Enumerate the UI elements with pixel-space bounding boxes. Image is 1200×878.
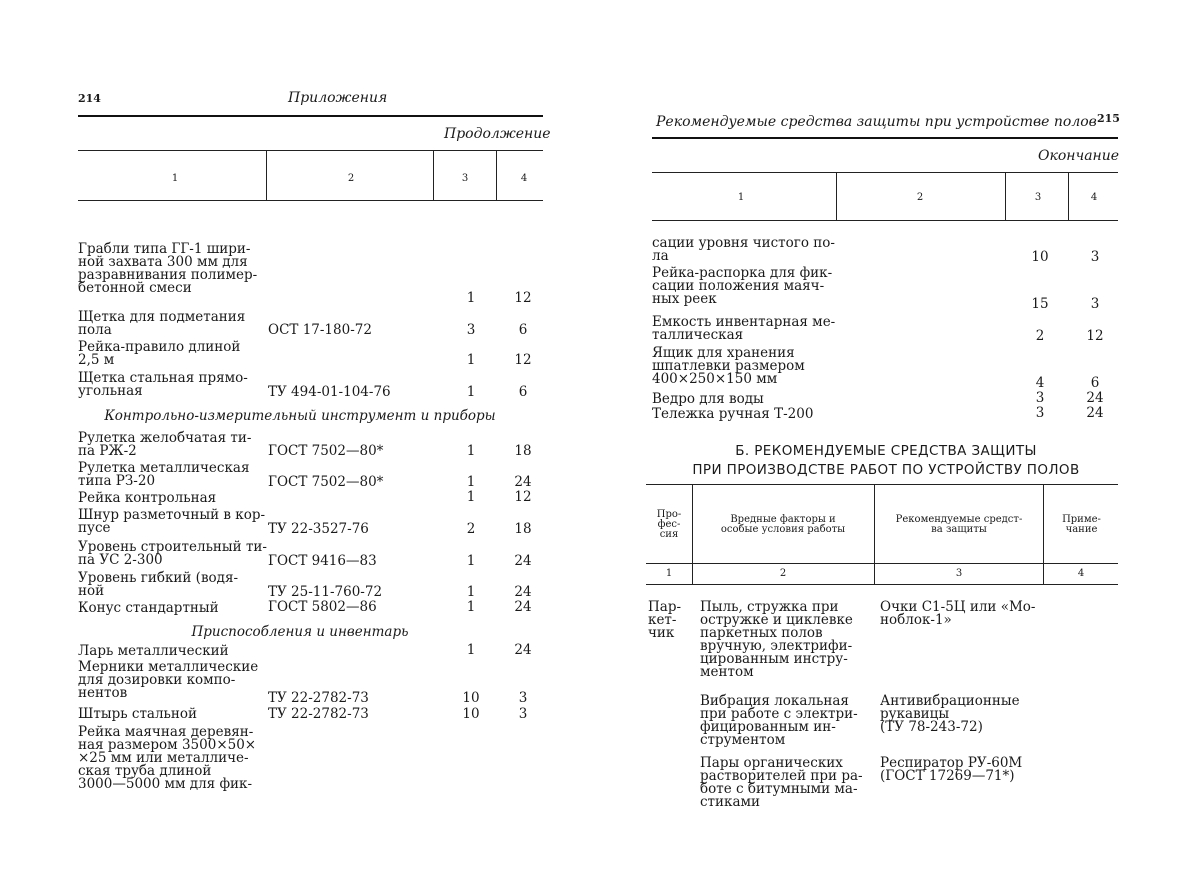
table-cell-period: 12: [514, 352, 532, 368]
table-header-rule: [78, 200, 543, 201]
table-cell-period: 12: [1086, 328, 1104, 344]
table-b-profession: Пар- кет- чик: [648, 599, 682, 641]
column-number: 3: [1034, 192, 1042, 203]
table-cell-qty: 1: [466, 599, 476, 615]
table-b-numbers-rule: [646, 584, 1118, 585]
col-divider: [496, 150, 497, 200]
table-cell-qty: 3: [466, 322, 476, 338]
table-cell-period: 24: [514, 599, 532, 615]
table-b-protection: Респиратор РУ-60М (ГОСТ 17269—71*): [880, 755, 1023, 784]
table-row-item: Ящик для хранения шпатлевки размером 400×250×150 мм: [652, 345, 805, 387]
table-cell-standard: ТУ 22-2782-73: [268, 706, 369, 722]
table-cell-qty: 3: [1035, 405, 1045, 421]
table-b-header-note: Приме- чание: [1062, 514, 1101, 535]
table-row-item: Шнур разметочный в кор- пусе: [78, 507, 266, 536]
table-b-factor: Пары органических растворителей при ра- боте с битумными ма- стиками: [700, 755, 863, 810]
column-number: 2: [347, 173, 355, 184]
table-cell-standard: ТУ 494-01-104-76: [268, 384, 391, 400]
col-divider: [1005, 172, 1006, 220]
column-number: 2: [916, 192, 924, 203]
table-cell-qty: 1: [466, 584, 476, 600]
table-cell-period: 6: [1090, 375, 1100, 391]
table-row-item: Щетка для подметания пола: [78, 309, 246, 338]
right-page: [600, 0, 1200, 878]
column-number: 4: [520, 173, 528, 184]
table-row-item: Ларь металлический: [78, 643, 229, 659]
table-row-item: Рулетка металлическая типа РЗ-20: [78, 460, 250, 489]
table-cell-standard: ГОСТ 5802—86: [268, 599, 377, 615]
table-cell-standard: ОСТ 17-180-72: [268, 322, 372, 338]
table-row-item: Ведро для воды: [652, 391, 764, 407]
table-b-header-profession: Про- фес- сия: [656, 509, 682, 540]
col-divider: [1068, 172, 1069, 220]
table-cell-period: 24: [1086, 405, 1104, 421]
table-cell-period: 3: [1090, 249, 1100, 265]
table-cell-qty: 1: [466, 290, 476, 306]
column-number: 3: [955, 568, 963, 579]
table-row-item: Мерники металлические для дозировки компо- нентов: [78, 659, 259, 701]
table-row-item: Щетка стальная прямо- угольная: [78, 370, 248, 399]
table-cell-qty: 1: [466, 553, 476, 569]
page-number: 215: [1097, 112, 1120, 125]
column-number: 3: [461, 173, 469, 184]
table-cell-period: 6: [518, 322, 528, 338]
table-cell-qty: 1: [466, 642, 476, 658]
table-row-item: Конус стандартный: [78, 600, 219, 616]
col-divider: [1043, 484, 1044, 584]
table-top-rule: [652, 172, 1118, 173]
table-cell-period: 18: [514, 443, 532, 459]
table-b-protection: Антивибрационные рукавицы (ТУ 78-243-72): [880, 693, 1020, 735]
table-cell-qty: 10: [1031, 249, 1049, 265]
table-cell-qty: 1: [466, 352, 476, 368]
header-rule: [652, 137, 1118, 139]
column-number: 4: [1090, 192, 1098, 203]
table-b-protection: Очки С1-5Ц или «Мо- ноблок-1»: [880, 599, 1036, 628]
table-cell-qty: 10: [462, 690, 480, 706]
table-cell-standard: ГОСТ 7502—80*: [268, 443, 384, 459]
table-cell-qty: 10: [462, 706, 480, 722]
section-b-subtitle: ПРИ ПРОИЗВОДСТВЕ РАБОТ ПО УСТРОЙСТВУ ПОЛОВ: [692, 462, 1080, 478]
continuation-label: Продолжение: [444, 126, 551, 142]
table-b-factor: Вибрация локальная при работе с электри- фицированным ин- струментом: [700, 693, 858, 748]
column-number: 1: [665, 568, 673, 579]
header-rule: [78, 115, 543, 117]
column-number: 1: [171, 173, 179, 184]
table-b-top-rule: [646, 484, 1118, 485]
table-row-item: Емкость инвентарная ме- таллическая: [652, 314, 836, 343]
table-cell-qty: 2: [1035, 328, 1045, 344]
table-cell-qty: 1: [466, 384, 476, 400]
table-top-rule: [78, 150, 543, 151]
column-number: 2: [779, 568, 787, 579]
table-row-item: Уровень гибкий (водя- ной: [78, 570, 239, 599]
col-divider: [692, 484, 693, 584]
col-divider: [433, 150, 434, 200]
table-cell-standard: ГОСТ 7502—80*: [268, 474, 384, 490]
table-cell-qty: 1: [466, 474, 476, 490]
table-cell-qty: 3: [1035, 390, 1045, 406]
column-number: 4: [1077, 568, 1085, 579]
table-row-item: Рейка-распорка для фик- сации положения маяч- ных реек: [652, 265, 833, 307]
table-cell-standard: ТУ 25-11-760-72: [268, 584, 383, 600]
table-cell-qty: 2: [466, 521, 476, 537]
section-heading: Приспособления и инвентарь: [191, 624, 409, 640]
col-divider: [266, 150, 267, 200]
table-cell-standard: ГОСТ 9416—83: [268, 553, 377, 569]
table-cell-period: 24: [514, 584, 532, 600]
table-cell-period: 24: [514, 642, 532, 658]
section-heading: Контрольно-измерительный инструмент и приборы: [104, 408, 496, 424]
table-cell-qty: 1: [466, 443, 476, 459]
table-cell-period: 6: [518, 384, 528, 400]
section-b-title: Б. РЕКОМЕНДУЕМЫЕ СРЕДСТВА ЗАЩИТЫ: [735, 443, 1037, 459]
table-row-item: Рейка-правило длиной 2,5 м: [78, 339, 241, 368]
table-cell-period: 3: [518, 690, 528, 706]
table-cell-qty: 4: [1035, 375, 1045, 391]
table-b-factor: Пыль, стружка при остружке и циклевке паркетных полов вручную, электрифи- цированным инстру- ментом: [700, 599, 853, 680]
table-b-header-factors: Вредные факторы и особые условия работы: [720, 514, 846, 535]
running-header: Приложения: [288, 90, 388, 106]
col-divider: [836, 172, 837, 220]
table-b-header-rule: [646, 563, 1118, 564]
table-cell-qty: 15: [1031, 296, 1049, 312]
table-cell-standard: ТУ 22-2782-73: [268, 690, 369, 706]
table-cell-period: 24: [1086, 390, 1104, 406]
table-row-item: Рулетка желобчатая ти- па РЖ-2: [78, 430, 252, 459]
table-cell-period: 12: [514, 489, 532, 505]
table-cell-period: 24: [514, 553, 532, 569]
table-cell-period: 18: [514, 521, 532, 537]
col-divider: [874, 484, 875, 584]
table-row-item: Уровень строительный ти- па УС 2-300: [78, 539, 267, 568]
table-row-item: Тележка ручная Т-200: [652, 406, 814, 422]
table-cell-period: 3: [518, 706, 528, 722]
table-cell-period: 3: [1090, 296, 1100, 312]
table-row-item: Грабли типа ГГ-1 шири- ной захвата 300 мм для разравнивания полимер- бетонной смеси: [78, 241, 258, 296]
table-row-item: сации уровня чистого по- ла: [652, 235, 835, 264]
page-number: 214: [78, 92, 101, 105]
column-number: 1: [737, 192, 745, 203]
table-cell-period: 12: [514, 290, 532, 306]
table-cell-standard: ТУ 22-3527-76: [268, 521, 369, 537]
running-header: Рекомендуемые средства защиты при устройстве полов: [656, 114, 1097, 130]
continuation-label: Окончание: [1038, 148, 1120, 164]
table-cell-period: 24: [514, 474, 532, 490]
table-row-item: Штырь стальной: [78, 706, 198, 722]
table-cell-qty: 1: [466, 489, 476, 505]
table-header-rule: [652, 220, 1118, 221]
table-row-item: Рейка маячная деревян- ная размером 3500×50× ×25 мм или металличе- ская труба длиной 3000—5000 мм для фик-: [78, 724, 257, 792]
table-row-item: Рейка контрольная: [78, 490, 217, 506]
table-b-header-protection: Рекомендуемые средст- ва защиты: [895, 514, 1023, 535]
